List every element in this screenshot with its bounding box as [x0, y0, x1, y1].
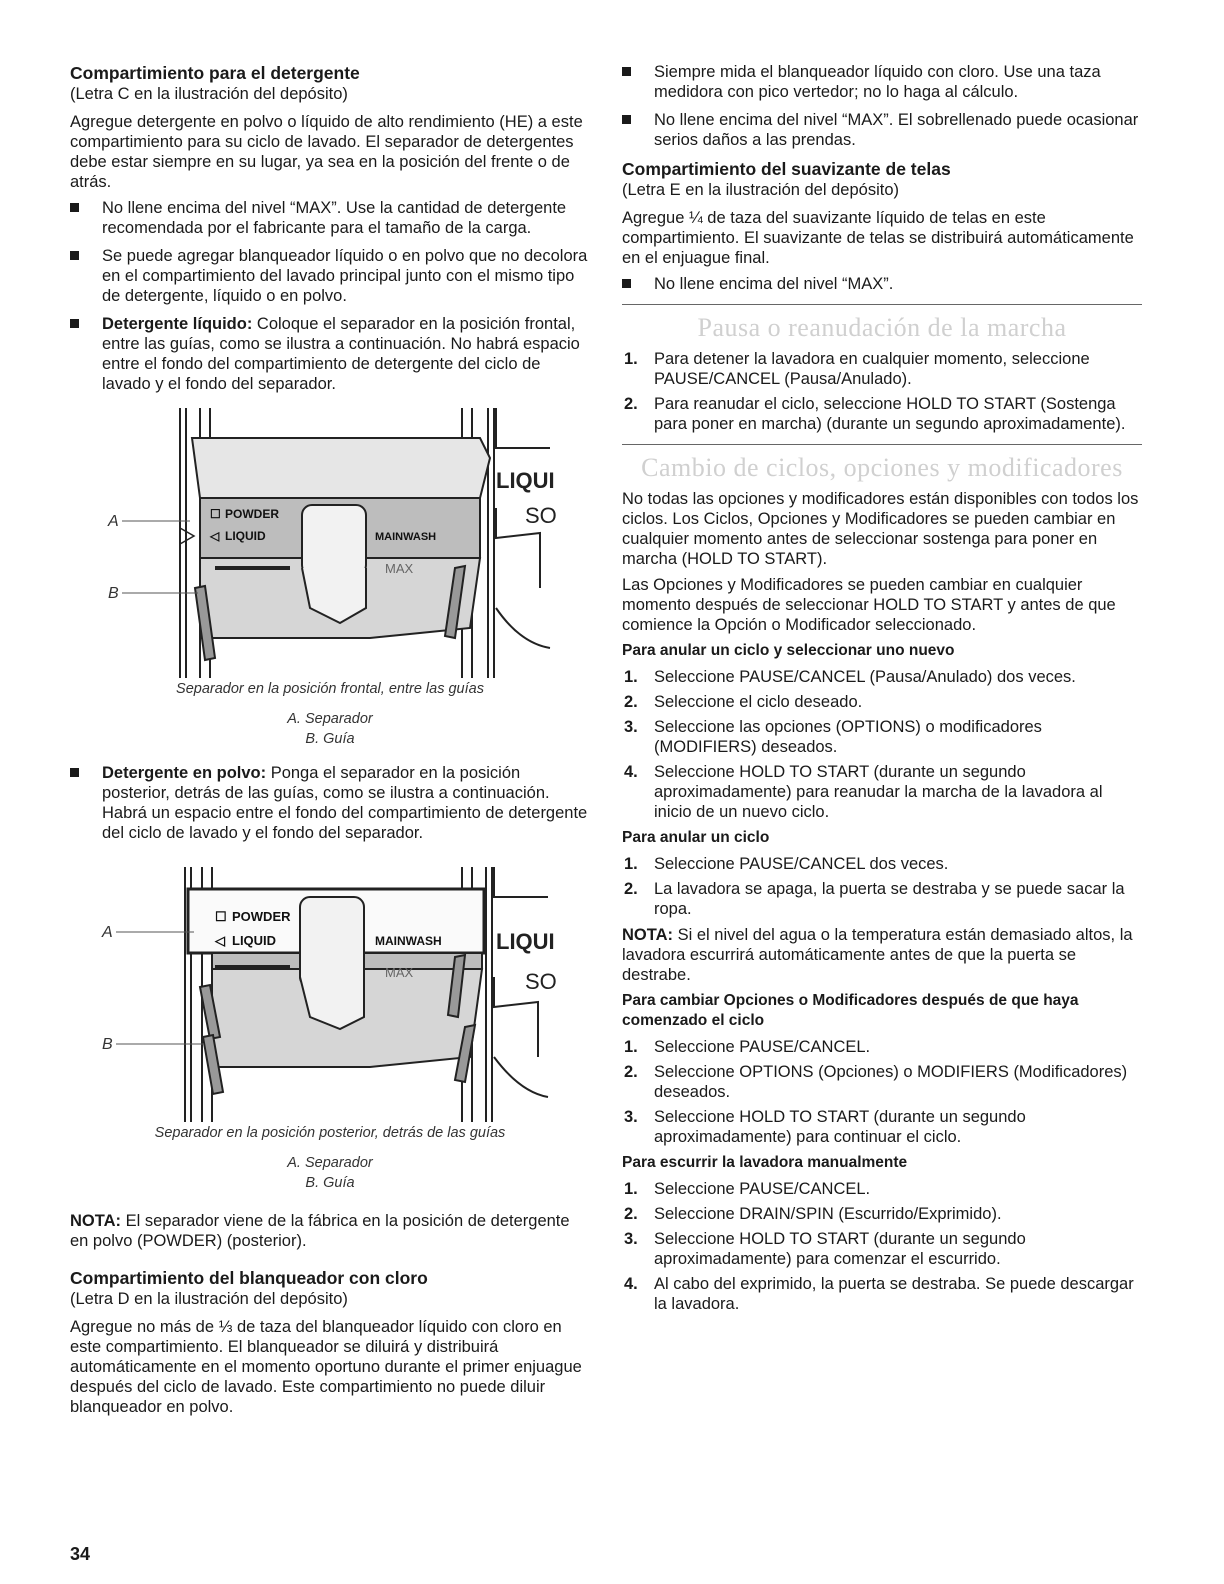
- bleach-title: Compartimiento del blanqueador con cloro: [70, 1268, 428, 1288]
- bullet-icon: [622, 115, 631, 124]
- so-label: SO: [525, 503, 557, 528]
- change-intro-2: Las Opciones y Modificadores se pueden cambiar en cualquier momento después de seleccionar HOLD TO START y antes de que comience la Opción o Modificador seleccionado.: [622, 576, 1116, 634]
- max-label: MAX: [385, 965, 414, 980]
- list-item: 3. Seleccione las opciones (OPTIONS) o modificadores (MODIFIERS) deseados.: [624, 718, 1042, 756]
- list-item: Detergente líquido: Coloque el separador en la posición frontal, entre las guías, como se ilustra a continuación. No habrá espacio entre el fondo del compartimiento de detergente del ciclo de lavado y el fondo del separador.: [70, 314, 590, 394]
- change-intro-1: No todas las opciones y modificadores están disponibles con todos los ciclos. Los Ciclos, Opciones y Modificadores se pueden cambiar en cualquier momento antes de seleccionar sostenga para poner en marcha (HOLD TO START).: [622, 490, 1139, 568]
- drain-steps: [622, 1179, 1142, 1314]
- figure-back-position: [70, 867, 590, 1193]
- list-item: Siempre mida el blanqueador líquido con cloro. Use una taza medidora con pico vertedor; no lo haga al cálculo.: [622, 62, 1142, 102]
- powder-label: POWDER: [232, 909, 291, 924]
- svg-text:◁: ◁: [215, 933, 225, 948]
- list-item: Detergente en polvo: Ponga el separador en la posición posterior, detrás de las guías, como se ilustra a continuación. Habrá un espacio entre el fondo del compartimiento de detergente del ciclo de lavado y el fondo del separador.: [70, 763, 590, 843]
- detergent-subtitle: (Letra C en la ilustración del depósito): [70, 85, 348, 103]
- powder-detergent-label: Detergente en polvo:: [102, 764, 267, 782]
- bullet-icon: [70, 768, 79, 777]
- list-item: 1. Para detener la lavadora en cualquier momento, seleccione PAUSE/CANCEL (Pausa/Anulado).: [624, 350, 1090, 388]
- callout-a: A: [102, 924, 113, 941]
- detergent-title: Compartimiento para el detergente: [70, 63, 360, 83]
- mainwash-label: MAINWASH: [375, 531, 437, 543]
- cancel-new-steps: [622, 667, 1142, 822]
- bullet-icon: [70, 203, 79, 212]
- svg-text:☐: ☐: [210, 507, 221, 521]
- page-number: 34: [70, 1544, 91, 1564]
- after-start-steps: [622, 1037, 1142, 1147]
- pause-section-title: Pausa o reanudación de la marcha: [697, 313, 1067, 342]
- detergent-bullets: [70, 198, 590, 394]
- cancel-steps: [622, 854, 1142, 919]
- drain-title: Para escurrir la lavadora manualmente: [622, 1154, 908, 1171]
- so-label: SO: [525, 969, 557, 994]
- figure1-legend-b: B. Guía: [305, 731, 355, 747]
- list-item: 2. Para reanudar el ciclo, seleccione HOLD TO START (Sostenga para poner en marcha) (durante un segundo aproximadamente).: [624, 395, 1126, 433]
- svg-text:☐: ☐: [215, 909, 227, 924]
- figure2-legend-a: A. Separador: [287, 1155, 373, 1171]
- cancel-new-title: Para anular un ciclo y seleccionar uno nuevo: [622, 642, 955, 659]
- dispenser-illustration-back: [70, 867, 590, 1122]
- list-item: 2. Seleccione OPTIONS (Opciones) o MODIFIERS (Modificadores) deseados.: [624, 1063, 1128, 1101]
- list-item: 1. Seleccione PAUSE/CANCEL.: [624, 1180, 871, 1198]
- bleach-body: Agregue no más de ⅓ de taza del blanqueador líquido con cloro en este compartimiento. El blanqueador se diluirá y distribuirá automáticamente en el momento oportuno durante el primer enjuague después del ciclo de lavado. Este compartimiento no puede diluir blanqueador en polvo.: [70, 1318, 582, 1416]
- liquid-detergent-label: Detergente líquido:: [102, 315, 253, 333]
- list-item: 2. La lavadora se apaga, la puerta se destraba y se puede sacar la ropa.: [624, 880, 1125, 918]
- softener-title: Compartimiento del suavizante de telas: [622, 159, 951, 179]
- list-item: No llene encima del nivel “MAX”. Use la cantidad de detergente recomendada por el fabricante para el tamaño de la carga.: [70, 198, 590, 238]
- section-divider: [622, 304, 1142, 305]
- liqui-label: LIQUI: [496, 929, 555, 954]
- right-column: [622, 62, 1142, 1320]
- max-label: MAX: [385, 561, 414, 576]
- liquid-label: LIQUID: [225, 529, 266, 543]
- figure2-legend-b: B. Guía: [305, 1175, 355, 1191]
- list-item: 2. Seleccione DRAIN/SPIN (Escurrido/Exprimido).: [624, 1205, 1002, 1223]
- left-column: [70, 62, 590, 1423]
- after-start-title: Para cambiar Opciones o Modificadores después de que haya comenzado el ciclo: [622, 992, 1079, 1029]
- list-item: 1. Seleccione PAUSE/CANCEL dos veces.: [624, 855, 949, 873]
- mainwash-label: MAINWASH: [375, 934, 442, 948]
- bleach-bullets: [622, 62, 1142, 150]
- bullet-icon: [70, 319, 79, 328]
- softener-subtitle: (Letra E en la ilustración del depósito): [622, 181, 899, 199]
- softener-body: Agregue ¼ de taza del suavizante líquido de telas en este compartimiento. El suavizante de telas se distribuirá automáticamente en el enjuague final.: [622, 209, 1134, 267]
- svg-text:◁: ◁: [210, 529, 220, 543]
- note-powder: NOTA: El separador viene de la fábrica en la posición de detergente en polvo (POWDER) (posterior).: [70, 1212, 570, 1250]
- liquid-label: LIQUID: [232, 933, 277, 948]
- change-section-title: Cambio de ciclos, opciones y modificadores: [641, 453, 1123, 482]
- cancel-title: Para anular un ciclo: [622, 829, 770, 846]
- list-item: 2. Seleccione el ciclo deseado.: [624, 693, 863, 711]
- callout-a: A: [108, 513, 119, 530]
- list-item: 3. Seleccione HOLD TO START (durante un segundo aproximadamente) para continuar el ciclo.: [624, 1108, 1026, 1146]
- figure2-caption: Separador en la posición posterior, detrás de las guías: [154, 1125, 506, 1141]
- list-item: 1. Seleccione PAUSE/CANCEL.: [624, 1038, 871, 1056]
- list-item: 4. Seleccione HOLD TO START (durante un segundo aproximadamente) para reanudar la marcha de la lavadora al inicio de un nuevo ciclo.: [624, 763, 1103, 821]
- list-item: No llene encima del nivel “MAX”.: [622, 274, 1142, 294]
- bullet-icon: [622, 67, 631, 76]
- figure-front-position: [70, 408, 590, 749]
- figure1-caption: Separador en la posición frontal, entre las guías: [176, 681, 484, 697]
- detergent-body: Agregue detergente en polvo o líquido de alto rendimiento (HE) a este compartimiento para su ciclo de lavado. El separador de detergentes debe estar siempre en su lugar, ya sea en la posición del frente o de atrás.: [70, 113, 583, 191]
- cancel-note: NOTA: Si el nivel del agua o la temperatura están demasiado altos, la lavadora escurrirá automáticamente antes de que la puerta se destrabe.: [622, 926, 1133, 984]
- powder-bullet: [70, 763, 590, 843]
- list-item: 3. Seleccione HOLD TO START (durante un segundo aproximadamente) para comenzar el escurrido.: [624, 1230, 1026, 1268]
- callout-b: B: [102, 1036, 113, 1053]
- bleach-subtitle: (Letra D en la ilustración del depósito): [70, 1290, 348, 1308]
- softener-bullets: [622, 274, 1142, 294]
- list-item: Se puede agregar blanqueador líquido o en polvo que no decolora en el compartimiento del lavado principal junto con el mismo tipo de detergente, líquido o en polvo.: [70, 246, 590, 306]
- powder-label: POWDER: [225, 507, 279, 521]
- liqui-label: LIQUI: [496, 468, 555, 493]
- callout-b: B: [108, 585, 119, 602]
- bullet-icon: [622, 279, 631, 288]
- bullet-icon: [70, 251, 79, 260]
- pause-steps: [622, 349, 1142, 434]
- section-divider: [622, 444, 1142, 445]
- list-item: 4. Al cabo del exprimido, la puerta se destraba. Se puede descargar la lavadora.: [624, 1275, 1134, 1313]
- dispenser-illustration-front: [70, 408, 590, 678]
- figure1-legend-a: A. Separador: [287, 711, 373, 727]
- list-item: No llene encima del nivel “MAX”. El sobrellenado puede ocasionar serios daños a las prendas.: [622, 110, 1142, 150]
- list-item: 1. Seleccione PAUSE/CANCEL (Pausa/Anulado) dos veces.: [624, 668, 1076, 686]
